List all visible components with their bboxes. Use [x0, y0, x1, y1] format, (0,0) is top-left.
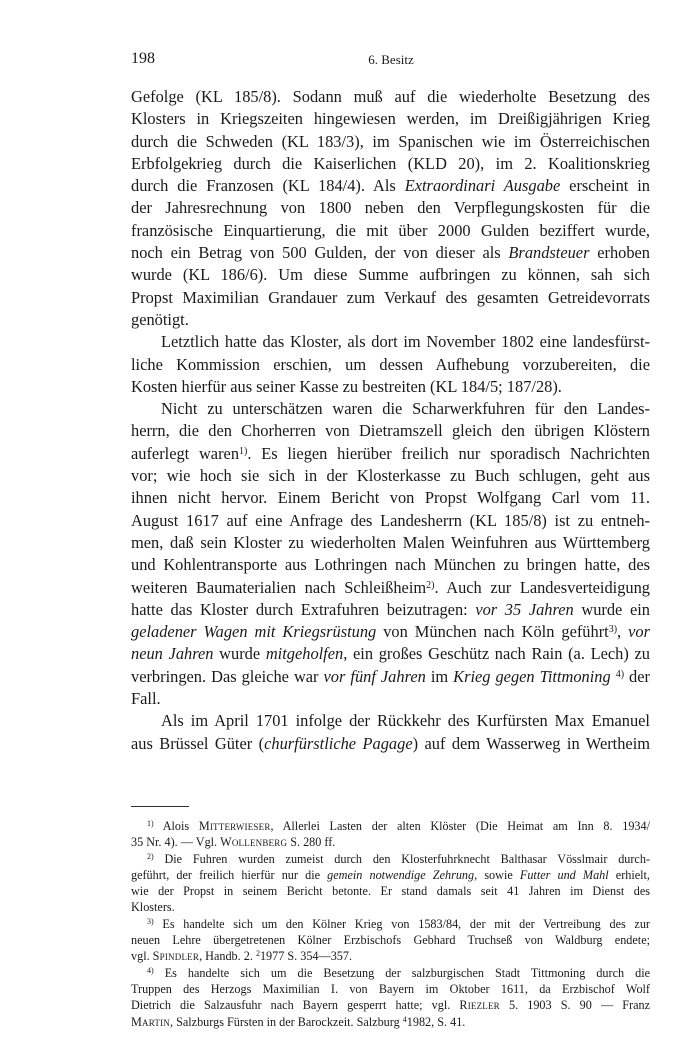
footnote-line: vgl. Spindler, Handb. 2. $^2$1977 S. 354—357.	[131, 949, 353, 964]
text-line: Kosten hierfür aus seiner Kasse zu bestreiten (KL 184/5; 187/28).	[131, 376, 562, 396]
footnote-1	[131, 818, 650, 851]
text-line: durch die Schweden (KL 183/3), im Spanischen wie im Österreichischen	[131, 131, 650, 151]
footnote-ref: 3)	[608, 624, 618, 636]
text-line: vor; wie hoch sie sich in der Klosterkasse zu Buch schlugen, geht aus	[131, 466, 650, 486]
footnote-4	[131, 965, 650, 1030]
text-line: französische Einquartierung, die mit über 2000 Gulden beziffert wurde,	[131, 220, 650, 240]
text-line: der Jahresrechnung von 1800 neben den Verpflegungskosten für die	[131, 198, 650, 218]
author-name: Martin	[131, 1014, 170, 1029]
page-number: 198	[131, 50, 155, 67]
italic-term: neun Jahren	[131, 644, 214, 664]
footnote-line: Dietrich die Salzausfuhr nach Bayern gesperrt hatte; vgl. Riezler 5. 1903 S. 90 — Franz	[131, 998, 650, 1013]
text-line: wurde (KL 186/6). Um diese Summe aufbringen zu können, sah sich	[131, 265, 650, 285]
text-line: Propst Maximilian Grandauer zum Verkauf des gesamten Getreidevorrats	[131, 287, 650, 307]
italic-term: vor 35 Jahren	[475, 599, 574, 619]
author-name: Spindler	[152, 949, 200, 964]
italic-term: vor fünf Jahren	[323, 666, 426, 686]
text-line: Als im April 1701 infolge der Rückkehr des Kurfürsten Max Emanuel	[161, 711, 650, 731]
text-line: Klosters in Kriegszeiten hingewiesen werden, im Dreißigjährigen Krieg	[131, 109, 650, 129]
page-header	[131, 50, 651, 72]
text-line: Nicht zu unterschätzen waren die Scharwerkfuhren für den Landes-	[161, 399, 650, 419]
italic-term: vor	[628, 622, 650, 642]
italic-term: churfürstliche Pagage	[264, 733, 413, 753]
italic-term: Extraordinari Ausgabe	[404, 176, 561, 196]
italic-term: Krieg gegen Tittmoning	[453, 666, 611, 686]
text-line: verbringen. Das gleiche war vor fünf Jahren im Krieg gegen Tittmoning $^{4)}$ der	[131, 666, 650, 686]
text-line: noch ein Betrag von 500 Gulden, der von dieser als Brandsteuer erhoben	[131, 243, 651, 263]
footnote-line: 35 Nr. 4). — Vgl. Wollenberg S. 280 ff.	[131, 835, 336, 850]
text-line: herrn, die den Chorherren von Dietramszell gleich den übrigen Klöstern	[131, 421, 650, 441]
author-name: Riezler	[459, 998, 500, 1013]
text-line: neun Jahren wurde mitgeholfen, ein großes Geschütz nach Rain (a. Lech) zu	[131, 644, 651, 664]
footnote-line: Klosters.	[131, 900, 175, 915]
text-line: Gefolge (KL 185/8). Sodann muß auf die wiederholte Besetzung des	[131, 87, 650, 106]
italic-term: geladener Wagen mit Kriegsrüstung	[131, 622, 377, 642]
footnote-ref: 2)	[426, 579, 435, 591]
footnote-marker: 3)	[147, 916, 154, 926]
footnote-line: $^{4)}$ Es handelte sich um die Besetzung der salzburgischen Stadt Tittmoning durch die	[147, 965, 650, 980]
footnote-marker: 4)	[147, 965, 154, 975]
paragraph-4	[131, 710, 650, 755]
footnote-line: Martin, Salzburgs Fürsten in der Barockzeit. Salzburg $^4$1982, S. 41.	[131, 1014, 466, 1029]
body-text	[131, 86, 650, 755]
paragraph-2	[131, 331, 650, 398]
text-line: weiteren Baumaterialien nach Schleißheim$^{2)}$. Auch zur Landesverteidigung	[131, 577, 650, 597]
footnote-line: geführt, der freilich hierfür nur die gemein notwendige Zehrung, sowie Futter und Mahl erhielt,	[131, 867, 650, 882]
text-line: Erbfolgekrieg durch die Kaiserlichen (KLD 20), im 2. Koalitionskrieg	[131, 153, 650, 173]
footnote-line: Truppen des Herzogs Maximilian I. von Bayern im Oktober 1611, da Erzbischof Wolf	[131, 981, 650, 996]
text-line: geladener Wagen mit Kriegsrüstung von München nach Köln geführt$^{3)}$, vor	[131, 622, 650, 642]
footnote-line: wie der Propst in seinem Bericht betonte. Er stand damals seit 41 Jahren im Dienst des	[131, 884, 650, 899]
text-line: men, daß sein Kloster zu wiederholten Malen Weinfuhren aus Württemberg	[131, 532, 650, 552]
text-line: auferlegt waren$^{1)}$. Es liegen hierüber freilich nur sporadisch Nachrichten	[131, 443, 650, 463]
paragraph-3	[131, 398, 650, 710]
italic-term: mitgeholfen	[265, 644, 344, 664]
footnotes	[131, 818, 650, 1030]
text-line: Letztlich hatte das Kloster, als dort im November 1802 eine landesfürst-	[161, 332, 650, 352]
edition-number: 4	[402, 1014, 407, 1024]
text-line: Fall.	[131, 689, 161, 709]
paragraph-1	[131, 86, 650, 331]
text-line: genötigt.	[131, 309, 189, 329]
edition-number: 2	[255, 949, 260, 959]
italic-term: Futter und Mahl	[519, 867, 609, 882]
footnote-marker: 1)	[147, 819, 154, 828]
footnote-ref: 4)	[615, 668, 625, 680]
text-line: durch die Franzosen (KL 184/4). Als Extraordinari Ausgabe erscheint in	[131, 176, 651, 196]
italic-term: Brandsteuer	[508, 243, 590, 263]
footnote-ref: 1)	[239, 445, 248, 457]
footnote-marker: 2)	[147, 851, 154, 861]
running-head: 6. Besitz	[368, 52, 414, 67]
footnote-2	[131, 851, 650, 916]
text-line: aus Brüssel Güter (churfürstliche Pagage) auf dem Wasserweg in Wertheim	[131, 733, 651, 753]
text-line: liche Kommission erschien, um dessen Aufhebung vorzubereiten, die	[131, 354, 650, 374]
author-name: Wollenberg	[220, 835, 288, 850]
text-line: hatte das Kloster durch Extrafuhren beizutragen: vor 35 Jahren wurde ein	[131, 599, 650, 619]
text-line: August 1617 auf eine Anfrage des Landesherrn (KL 185/8) ist zu entneh-	[131, 510, 650, 530]
footnote-line: $^{2)}$ Die Fuhren wurden zumeist durch den Klosterfuhrknecht Balthasar Vösslmair durch-	[147, 851, 650, 866]
footnote-line: $^{3)}$ Es handelte sich um den Kölner Krieg von 1583/84, der mit der Vertreibung des zur	[147, 916, 650, 931]
italic-term: gemein notwendige Zehrung	[327, 867, 475, 882]
text-line: und Kohlentransporte aus Lothringen nach München zu bringen hatte, des	[131, 555, 650, 575]
footnote-line: neuen Lehre übergetretenen Kölner Erzbischofs Gebhard Truchseß von Waldburg endete;	[131, 933, 650, 948]
author-name: Mitterwieser	[198, 819, 271, 833]
footnote-rule	[131, 806, 189, 807]
text-line: ihnen nicht hervor. Einem Bericht von Propst Wolfgang Carl vom 11.	[131, 488, 650, 508]
footnote-line: $^{1)}$ Alois Mitterwieser, Allerlei Lasten der alten Klöster (Die Heimat am Inn 8. 1934/	[147, 819, 650, 833]
footnote-3	[131, 916, 650, 965]
